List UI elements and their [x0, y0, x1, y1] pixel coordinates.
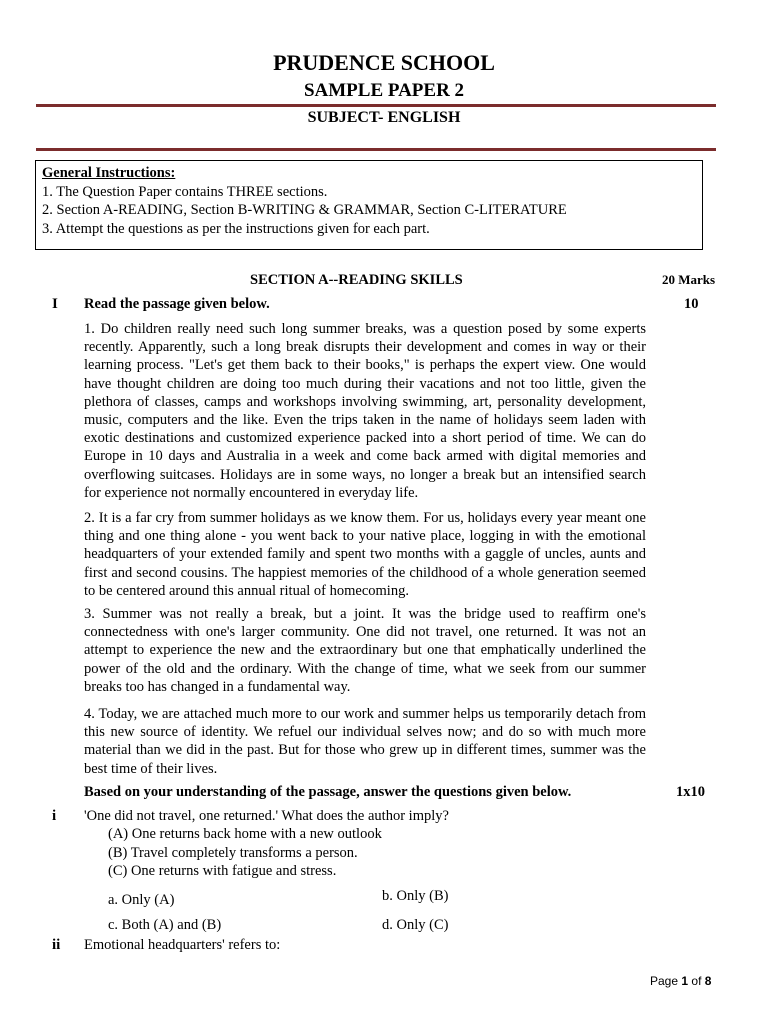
header-divider — [36, 104, 716, 107]
option-b: b. Only (B) — [382, 888, 449, 904]
question-number: I — [52, 296, 58, 312]
school-name: PRUDENCE SCHOOL — [273, 50, 495, 75]
general-instructions-box — [35, 160, 703, 250]
subject-title: SUBJECT- ENGLISH — [307, 109, 461, 126]
passage-paragraph-3: 3. Summer was not really a break, but a joint. It was the bridge used to reaffirm one's connectedness with one's larger community. One did not travel, one returned. It was not an attempt to experience the new and the extraordinary but one that emphatically underlined the power of the old and the ordinary. With the change of time, what we seek from our summer breaks too has changed in a fundamental way. — [84, 606, 646, 695]
option-a: a. Only (A) — [108, 892, 175, 908]
section-a-title: SECTION A--READING SKILLS — [250, 272, 463, 288]
page-number: 1 — [681, 974, 689, 988]
question-instruction: Read the passage given below. — [84, 296, 270, 312]
page-of-label: of — [691, 974, 702, 988]
subject-divider — [36, 148, 716, 151]
passage-paragraph-1: 1. Do children really need such long summer breaks, was a question posed by some experts recently. Apparently, such a long break disrupts their development and comes in way or their learning process. "Let's get them back to their books," is perhaps the expert view. One would have thought children are doing too much during their vacations and not too little, given the plethora of classes, camps and workshops involving swimming, art, personality development, music, computers and the like. Even the trips taken in the name of holidays seem laden with exotic destinations and customized experience packed into a short period of time. We can do Europe in 10 days and Australia in a week and come back armed with digital memories and overflowing suitcases. Holidays are in some ways, no longer a break but an intensified search for experience not normally encountered in everyday life. — [84, 321, 646, 501]
followup-instruction: Based on your understanding of the passage, answer the questions given below. — [84, 784, 572, 800]
option-c: c. Both (A) and (B) — [108, 917, 222, 933]
statement-b: (B) Travel completely transforms a person. — [108, 845, 358, 861]
instruction-item: 2. Section A-READING, Section B-WRITING & GRAMMAR, Section C-LITERATURE — [42, 202, 567, 218]
passage-paragraph-2: 2. It is a far cry from summer holidays as we know them. For us, holidays every year meant one thing and one thing alone - you went back to your native place, logging in with the emotional headquarters of your extended family and spent two months with a gaggle of uncles, aunts and first and second cousins. The happiest memories of the childhood of a whole generation seemed to be centered around this annual ritual of homecoming. — [84, 510, 646, 599]
subquestion-text: Emotional headquarters' refers to: — [84, 937, 281, 953]
followup-marks: 1x10 — [676, 784, 705, 800]
question-marks: 10 — [684, 296, 699, 312]
instructions-title: General Instructions: — [42, 165, 176, 181]
subquestion-number: i — [52, 808, 57, 824]
page-footer — [650, 974, 711, 988]
page-label: Page — [650, 974, 679, 988]
option-d: d. Only (C) — [382, 917, 449, 933]
subquestion-number: ii — [52, 937, 61, 953]
page-total: 8 — [704, 974, 712, 988]
paper-title: SAMPLE PAPER 2 — [303, 80, 465, 101]
statement-a: (A) One returns back home with a new outlook — [108, 826, 382, 842]
instruction-item: 3. Attempt the questions as per the instructions given for each part. — [42, 220, 430, 237]
passage-paragraph-4: 4. Today, we are attached much more to our work and summer helps us temporarily detach from this new source of identity. We refuel our individual selves now; and do so with much more material than we did in the past. But for those who grew up in different times, summer was the best time of their lives. — [84, 706, 646, 777]
statement-c: (C) One returns with fatigue and stress. — [108, 863, 337, 879]
section-a-marks: 20 Marks — [662, 272, 716, 287]
subquestion-text: 'One did not travel, one returned.' What does the author imply? — [84, 808, 449, 824]
instruction-item: 1. The Question Paper contains THREE sections. — [42, 183, 328, 200]
